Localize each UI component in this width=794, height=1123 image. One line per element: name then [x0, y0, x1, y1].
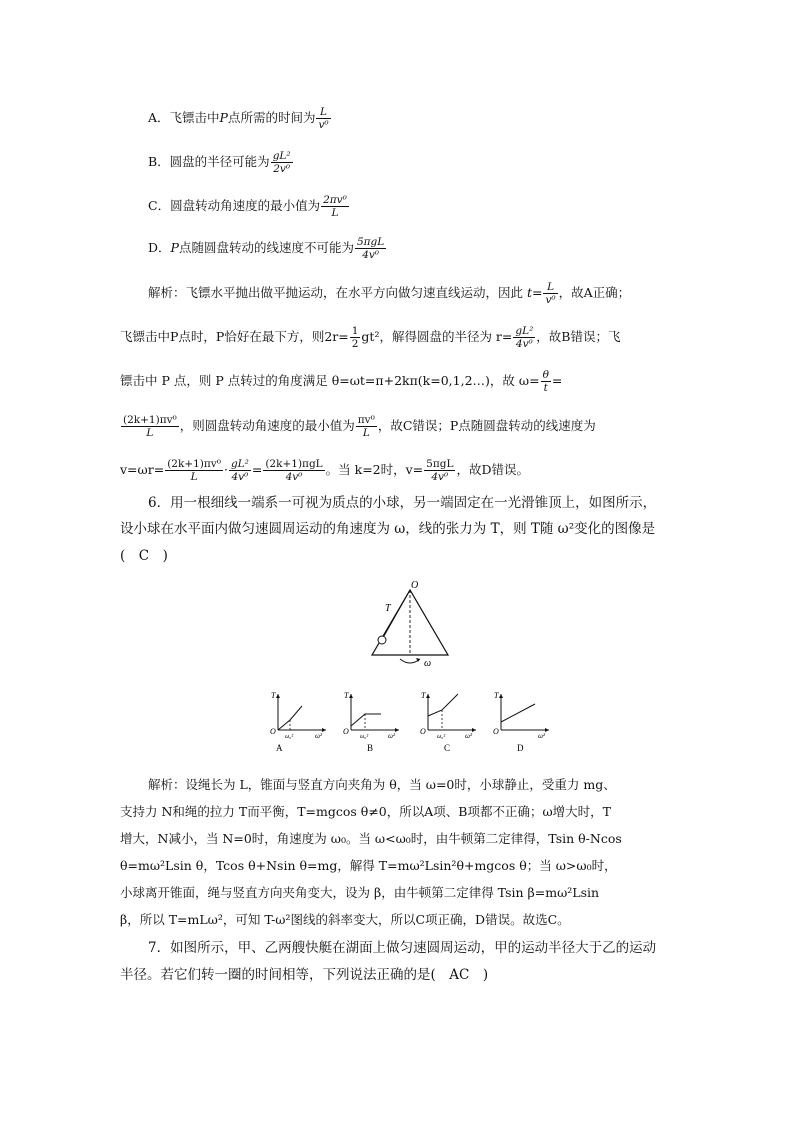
tick-label: ω₀²: [285, 734, 294, 740]
option-b-fraction: [271, 150, 293, 175]
option-a-fraction: [316, 106, 330, 131]
fraction: [121, 414, 179, 439]
analysis6-line3: 增大，N减小，当 N=0时，角速度为 ω₀。当 ω<ω₀时，由牛顿第二定律得，Tsin θ-Ncos: [120, 831, 622, 846]
cone-figure: [360, 578, 470, 670]
option-a-suffix: 点所需的时间为: [227, 110, 316, 125]
text: ，故B错误；飞: [536, 329, 621, 344]
graph-line: [428, 694, 458, 716]
graph-c: [420, 691, 476, 753]
origin-label: O: [420, 727, 426, 736]
fraction: [356, 414, 377, 439]
numerator: (2k+1)πv⁰: [167, 458, 221, 470]
text: ，故C错误；P点随圆盘转动的线速度为: [377, 418, 596, 433]
question6-line1: 6．用一根细线一端系一可视为质点的小球，另一端固定在一光滑锥顶上，如图所示，: [148, 495, 657, 511]
denominator: 4v⁰: [431, 471, 449, 483]
text: 镖击中 P 点，则 P 点转过的角度满足 θ=ωt=π+2kπ(k=0,1,2…)，故 ω=: [120, 373, 540, 388]
numerator: 2πv⁰: [323, 194, 347, 206]
option-c-text: C．圆盘转动角速度的最小值为: [148, 198, 321, 213]
analysis6-line6: β，所以 T=mLω²，可知 T-ω²图线的斜率变大，所以C项正确，D错误。故选C。: [120, 912, 570, 927]
graph-line: [351, 714, 381, 726]
option-b-text: B．圆盘的半径可能为: [148, 154, 270, 169]
x-label: ω²: [465, 732, 473, 740]
numerator: gL²: [272, 150, 291, 162]
option-b: [148, 150, 294, 175]
option-c: [148, 194, 350, 219]
fraction: [165, 458, 223, 483]
numerator: 5πgL: [426, 458, 454, 470]
numerator: L: [316, 106, 330, 119]
question7-line1: 7．如图所示，甲、乙两艘快艇在湖面上做匀速圆周运动，甲的运动半径大于乙的运动: [148, 940, 657, 956]
y-label: T: [494, 691, 499, 700]
x-label: ω²: [388, 732, 396, 740]
text: =: [551, 373, 563, 388]
option-d-p: P: [170, 240, 179, 255]
numerator: (2k+1)πv⁰: [123, 414, 177, 426]
apex-label: O: [411, 580, 419, 591]
text: ，则圆盘转动角速度的最小值为: [179, 418, 355, 433]
graph-options: [260, 686, 550, 756]
text: 飞镖击中P点时，P恰好在最下方，则2r=: [120, 329, 349, 344]
y-label: T: [421, 691, 426, 700]
graph-line: [278, 706, 302, 730]
x-arrow: [322, 728, 326, 732]
analysis5-line4: [120, 414, 596, 439]
option-a-p: P: [219, 110, 228, 125]
analysis6-line5: 小球离开锥面，绳与竖直方向夹角变大，设为 β，由牛顿第二定律得 Tsin β=mω²Lsin: [120, 885, 600, 900]
option-d-fraction: [355, 236, 386, 261]
option-a-prefix: A．飞镖击中: [148, 110, 220, 125]
x-arrow: [472, 728, 476, 732]
text: v=ωr=: [120, 462, 165, 477]
denominator: L: [331, 207, 339, 219]
y-arrow: [276, 694, 280, 698]
numerator: L: [543, 281, 557, 294]
text: =: [251, 462, 263, 477]
question6-line2: 设小球在水平面内做匀速圆周运动的角速度为 ω，线的张力为 T，则 T随 ω²变化的图像是: [120, 521, 656, 537]
y-label: T: [271, 691, 276, 700]
denominator: 4v⁰: [515, 338, 533, 350]
x-label: ω²: [315, 732, 323, 740]
analysis5-line5: [120, 458, 529, 483]
denominator: 4v⁰: [231, 471, 249, 483]
option-d-prefix: D．: [148, 240, 171, 255]
numerator: πv⁰: [357, 414, 375, 426]
denominator: L: [362, 427, 370, 439]
denominator: v⁰: [545, 294, 556, 306]
denominator: 4v⁰: [362, 249, 380, 261]
denominator: 2v⁰: [273, 163, 291, 175]
fraction: [229, 458, 251, 483]
denominator: L: [146, 427, 154, 439]
origin-label: O: [270, 727, 276, 736]
y-arrow: [499, 694, 503, 698]
fraction: [424, 458, 455, 483]
origin-label: O: [493, 727, 499, 736]
graph-line: [501, 704, 535, 722]
graph-letter: D: [517, 743, 524, 753]
analysis6-line2: 支持力 N和绳的拉力 T而平衡，T=mgcos θ≠0，所以A项、B项都不正确；ω增大时，T: [120, 804, 611, 819]
tick-label: ω₀²: [437, 734, 446, 740]
x-arrow: [545, 728, 549, 732]
graph-b: [343, 691, 399, 753]
option-d: [148, 236, 387, 261]
omega-label: ω: [424, 658, 432, 669]
fraction: [541, 369, 551, 394]
text: 解析：飞镖水平抛出做平抛运动，在水平方向做匀速直线运动，因此: [148, 285, 527, 300]
graph-letter: C: [444, 743, 451, 753]
graph-d: [493, 691, 549, 753]
fraction: [513, 325, 535, 350]
denominator: 4v⁰: [285, 471, 303, 483]
x-label: ω²: [538, 732, 546, 740]
fraction: [543, 281, 557, 306]
numerator: (2k+1)πgL: [265, 458, 323, 470]
text: ·: [223, 462, 228, 477]
analysis5-line3: [120, 369, 562, 394]
option-a: [148, 106, 332, 131]
fraction: [350, 325, 361, 350]
denominator: L: [190, 471, 198, 483]
text: ，故A正确；: [558, 285, 631, 300]
text: t=: [526, 285, 543, 300]
numerator: 1: [351, 325, 359, 337]
y-label: T: [344, 691, 349, 700]
y-arrow: [349, 694, 353, 698]
numerator: gL²: [230, 458, 249, 470]
tension-label: T: [385, 603, 391, 614]
ball: [378, 636, 386, 644]
text: ，故D错误。: [456, 462, 529, 477]
fraction: [263, 458, 324, 483]
analysis5-line2: [120, 325, 620, 350]
question6-answer: ( C ): [120, 548, 168, 564]
graph-a: [270, 691, 326, 753]
text: gt²，解得圆盘的半径为 r=: [361, 329, 513, 344]
analysis6-line1: 解析：设绳长为 L，锥面与竖直方向夹角为 θ，当 ω=0时，小球静止，受重力 mg、: [148, 777, 616, 792]
numerator: 5πgL: [356, 236, 385, 248]
text: 。当 k=2时，v=: [325, 462, 424, 477]
denominator: v⁰: [318, 119, 329, 131]
question7-line2: 半径。若它们转一圈的时间相等，下列说法正确的是( AC ): [120, 967, 489, 983]
numerator: gL²: [515, 325, 534, 337]
origin-label: O: [343, 727, 349, 736]
numerator: θ: [542, 369, 549, 381]
denominator: t: [543, 382, 548, 394]
y-arrow: [426, 694, 430, 698]
option-c-fraction: [321, 194, 349, 219]
x-arrow: [395, 728, 399, 732]
denominator: 2: [351, 338, 359, 350]
analysis5-line1: [148, 281, 630, 306]
option-d-suffix: 点随圆盘转动的线速度不可能为: [178, 240, 354, 255]
graph-letter: B: [367, 743, 374, 753]
graph-letter: A: [276, 743, 283, 753]
tick-label: ω₀²: [360, 734, 369, 740]
analysis6-line4: θ=mω²Lsin θ，Tcos θ+Nsin θ=mg，解得 T=mω²Lsin²θ+mgcos θ；当 ω>ω₀时，: [120, 858, 617, 873]
